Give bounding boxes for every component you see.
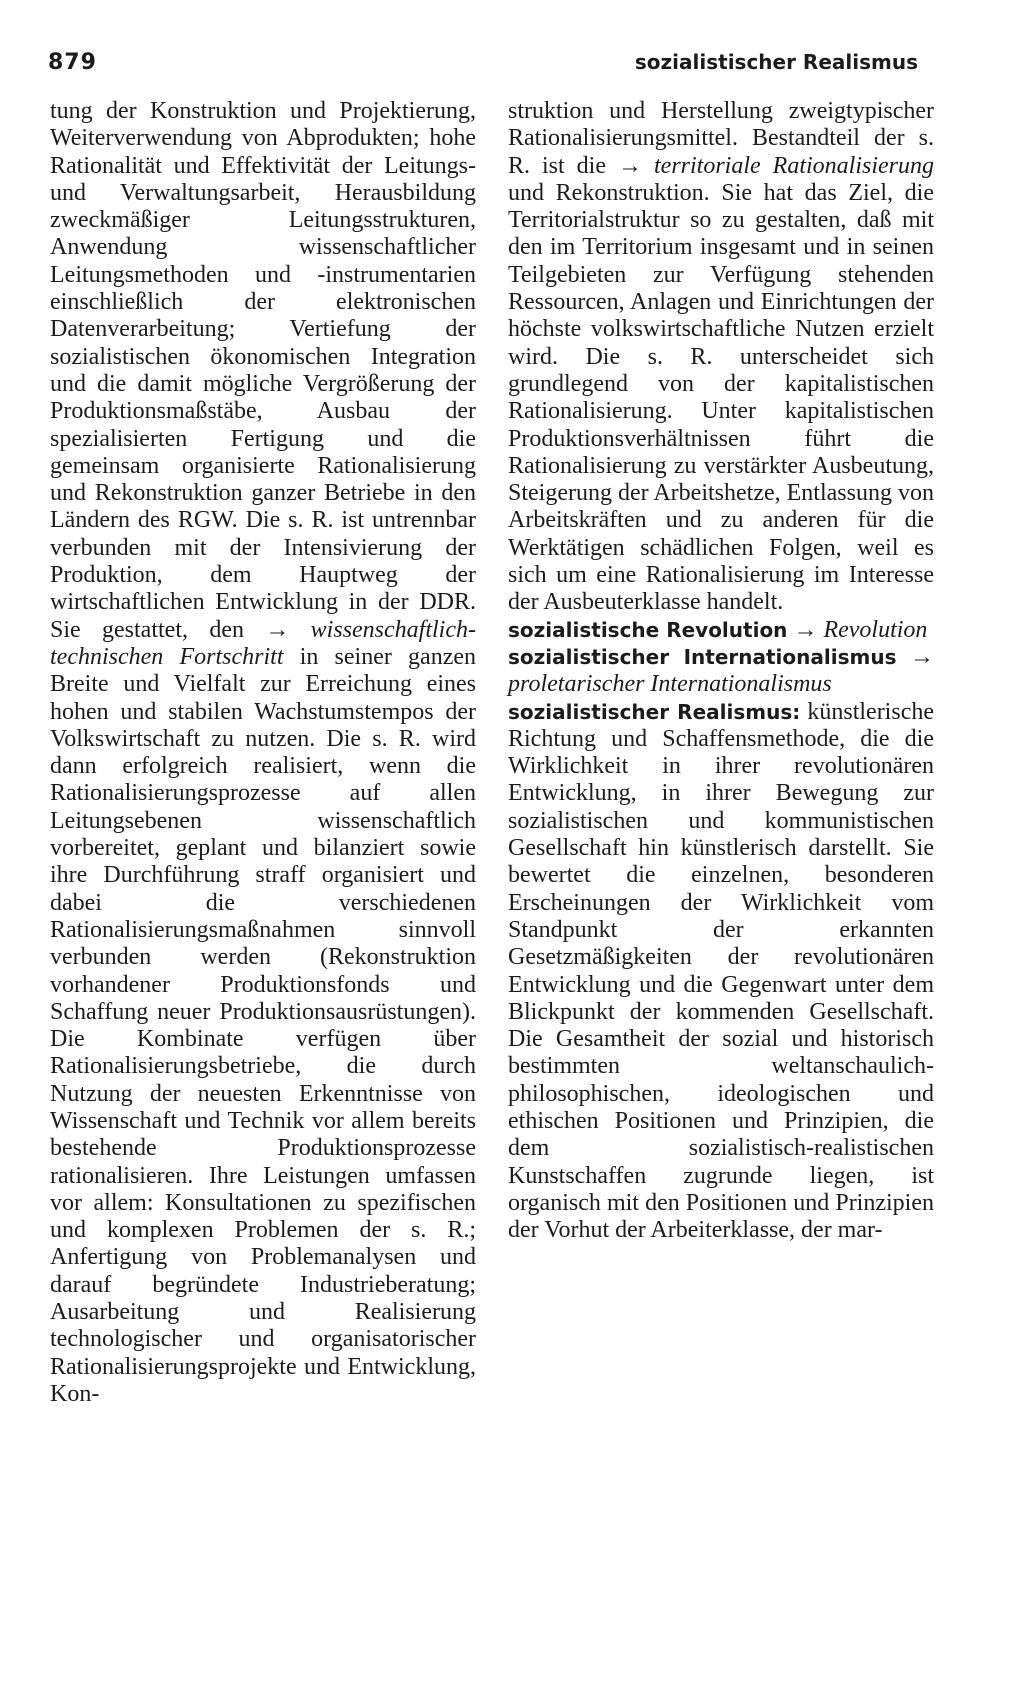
cross-reference-arrow: →	[265, 616, 290, 643]
entry-sozialistischer-internationalismus	[508, 644, 934, 699]
left-column	[50, 98, 476, 1408]
cross-reference-link[interactable]: wissenschaftlich-technischen Fortschritt	[50, 616, 476, 670]
entry-definition: künstlerische Richtung und Schaffensmethode, die die Wirklichkeit in ihrer revolutionären Entwicklung, in ihrer Bewegung zur sozialistischen und kommunistischen Gesellschaft hin künstlerisch darstellt. Sie bewertet die einzelnen, besonderen Erscheinungen der Wirklichkeit vom Standpunkt der erkannten Gesetzmäßigkeiten der revolutionären Entwicklung und die Gegenwart unter dem Blickpunkt der kommenden Gesellschaft. Die Gesamtheit der sozial und historisch bestimmten weltanschaulich-philosophischen, ideologischen und ethischen Positionen und Prinzipien, die dem sozialistisch-realistischen Kunstschaffen zugrunde liegen, ist organisch mit den Positionen und Prinzipien der Vorhut der Arbeiterklasse, der mar-	[508, 698, 934, 1244]
entry-headword: sozialistischer Realismus:	[508, 699, 801, 724]
cross-reference-link[interactable]: proletarischer Internationalismus	[508, 671, 832, 698]
cross-reference-link[interactable]: Revolution	[823, 616, 928, 643]
page-number: 879	[48, 50, 97, 75]
entry-sozialistische-revolution	[508, 617, 934, 644]
right-column-paragraph	[508, 98, 934, 617]
right-column-text: struktion und Herstellung zweigtypischer Rationalisierungsmittel. Bestandteil der s. R. ist die	[508, 98, 934, 179]
entry-headword: sozialistischer Internationalismus	[508, 644, 897, 669]
right-column	[508, 98, 934, 1244]
entry-headword: sozialistische Revolution	[508, 617, 788, 642]
right-column-text-continued: und Rekonstruktion. Sie hat das Ziel, die Territorialstruktur so zu gestalten, daß mit den im Territorium insgesamt und in seinen Teilgebieten zur Verfügung stehenden Ressourcen, Anlagen und Einrichtungen der höchste volkswirtschaftliche Nutzen erzielt wird. Die s. R. unterscheidet sich grundlegend von der kapitalistischen Rationalisierung. Unter kapitalistischen Produktionsverhältnissen führt die Rationalisierung zu verstärkter Ausbeutung, Steigerung der Arbeitshetze, Entlassung von Arbeitskräften und zu anderen für die Werktätigen schädlichen Folgen, weil es sich um eine Rationalisierung im Interesse der Ausbeuterklasse handelt.	[508, 179, 934, 616]
entry-sozialistischer-realismus	[508, 699, 934, 1245]
left-column-text-continued: in seiner ganzen Breite und Vielfalt zur Erreichung eines hohen und stabilen Wachstumstempos der Volkswirtschaft zu nutzen. Die s. R. wird dann erfolgreich realisiert, wenn die Rationalisierungsprozesse auf allen Leitungsebenen wissenschaftlich vorbereitet, geplant und bilanziert sowie ihre Durchführung straff organisiert und dabei die verschiedenen Rationalisierungsmaßnahmen sinnvoll verbunden werden (Rekonstruktion vorhandener Produktionsfonds und Schaffung neuer Produktionsausrüstungen). Die Kombinate verfügen über Rationalisierungsbetriebe, die durch Nutzung der neuesten Erkenntnisse von Wissenschaft und Technik vor allem bereits bestehende Produktionsprozesse rationalisieren. Ihre Leistungen umfassen vor allem: Konsultationen zu spezifischen und komplexen Problemen der s. R.; Anfertigung von Problemanalysen und darauf begründete Industrieberatung; Ausarbeitung und Realisierung technologischer und organisatorischer Rationalisierungsprojekte und Entwicklung, Kon-	[50, 643, 476, 1407]
cross-reference-arrow: →	[618, 152, 642, 179]
cross-reference-arrow: →	[910, 643, 935, 670]
left-column-text: tung der Konstruktion und Projektierung, Weiterverwendung von Abprodukten; hohe Rationalität und Effektivität der Leitungs- und Verwaltungsarbeit, Herausbildung zweckmäßiger Leitungsstrukturen, Anwendung wissenschaftlicher Leitungsmethoden und -instrumentarien einschließlich der elektronischen Datenverarbeitung; Vertiefung der sozialistischen ökonomischen Integration und die damit mögliche Vergrößerung der Produktionsmaßstäbe, Ausbau der spezialisierten Fertigung und die gemeinsam organisierte Rationalisierung und Rekonstruktion ganzer Betriebe in den Ländern des RGW. Die s. R. ist untrennbar verbunden mit der Intensivierung der Produktion, dem Hauptweg der wirtschaftlichen Entwicklung in der DDR. Sie gestattet, den	[50, 98, 476, 643]
cross-reference-arrow: →	[793, 616, 818, 643]
running-title: sozialistischer Realismus	[634, 50, 918, 74]
cross-reference-link[interactable]: territoriale Rationalisierung	[654, 152, 934, 179]
left-column-paragraph	[50, 98, 476, 1408]
